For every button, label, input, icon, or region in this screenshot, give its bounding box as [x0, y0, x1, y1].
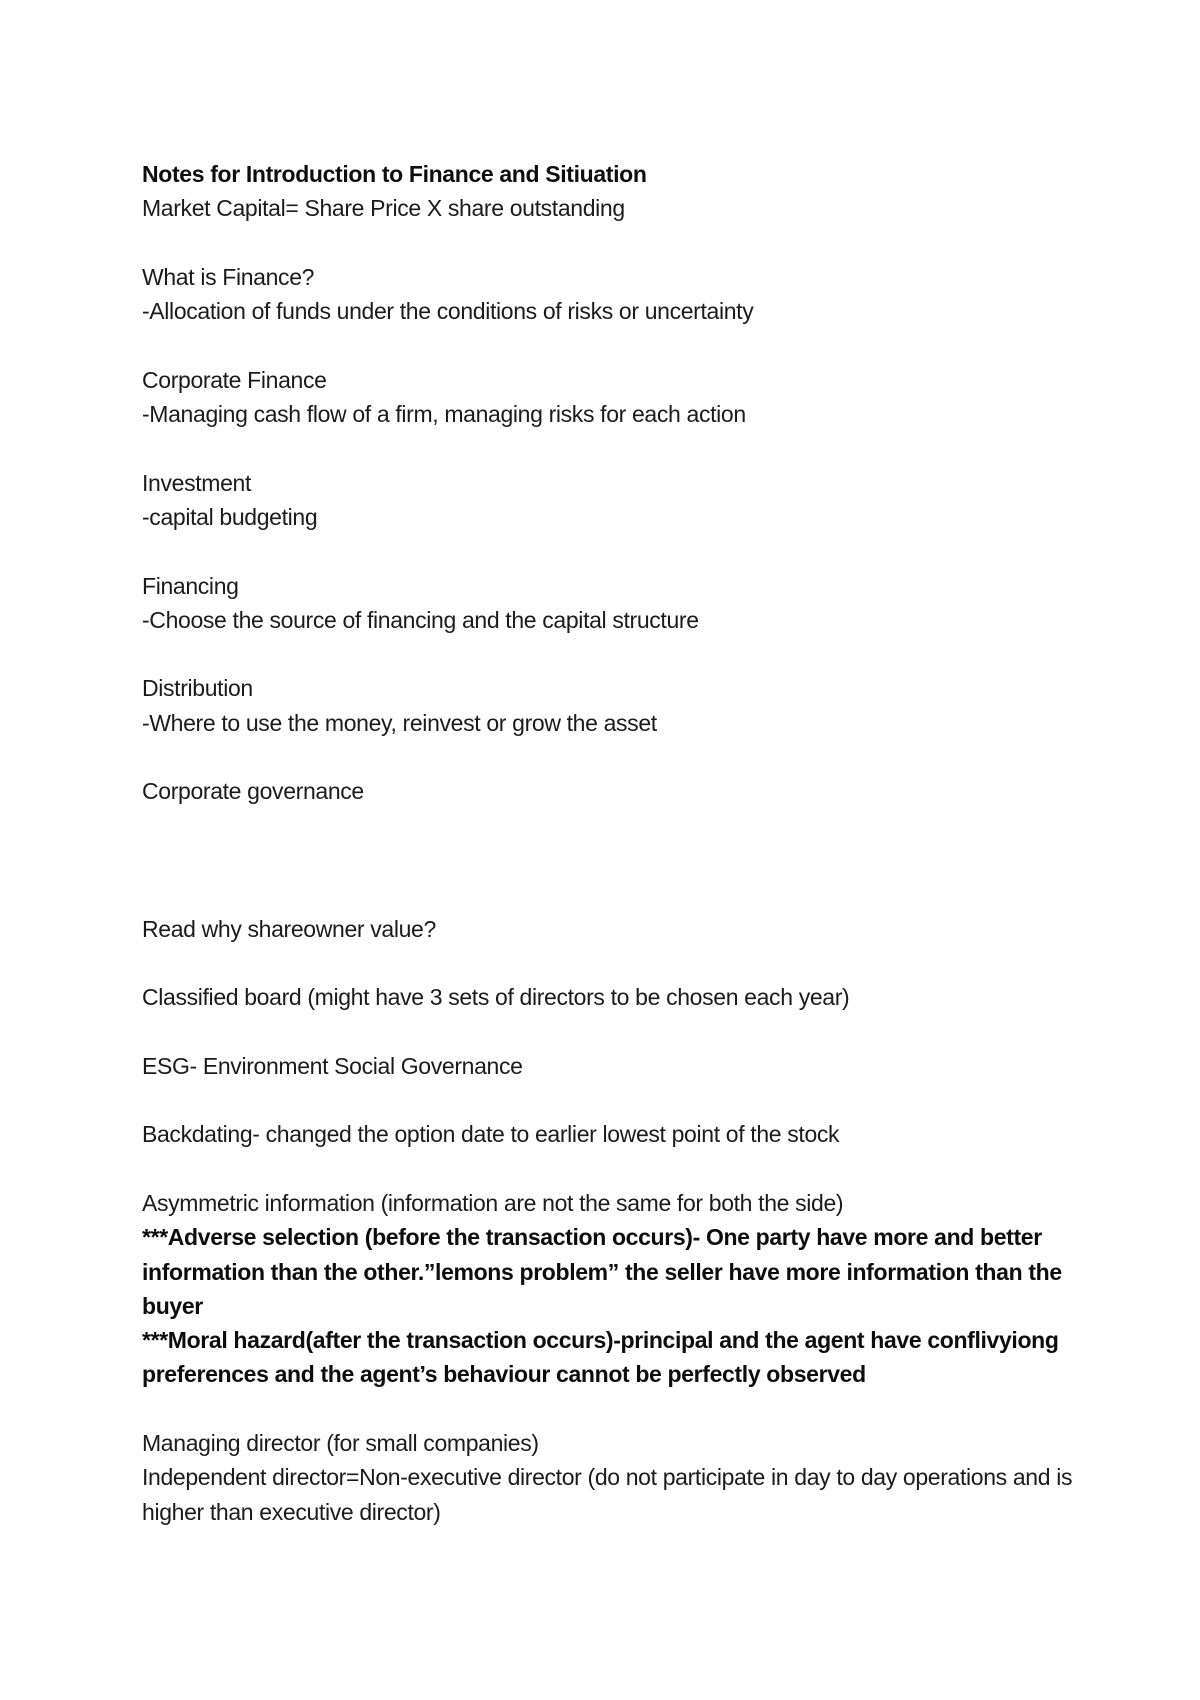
investment-text: -capital budgeting	[142, 503, 318, 530]
asymmetric-information-heading: Asymmetric information (information are not the same for both the side)	[142, 1189, 844, 1216]
document-title: Notes for Introduction to Finance and Sitiuation	[142, 161, 647, 187]
classified-board-note: Classified board (might have 3 sets of directors to be chosen each year)	[142, 984, 850, 1011]
financing-heading: Financing	[142, 572, 239, 599]
distribution-heading: Distribution	[142, 675, 253, 702]
moral-hazard-note: ***Moral hazard(after the transaction occurs)-principal and the agent have conflivyiong preferences and the agent’s behaviour cannot be perfectly observed	[142, 1327, 1059, 1388]
read-why-note: Read why shareowner value?	[142, 915, 436, 942]
investment-heading: Investment	[142, 469, 251, 496]
adverse-selection-note: ***Adverse selection (before the transaction occurs)- One party have more and better information than the other.”lemons problem” the seller have more information than the buyer	[142, 1224, 1062, 1319]
corporate-governance-heading: Corporate governance	[142, 778, 364, 805]
market-capital-formula: Market Capital= Share Price X share outstanding	[142, 195, 625, 222]
corporate-finance-text: -Managing cash flow of a firm, managing risks for each action	[142, 401, 746, 428]
esg-note: ESG- Environment Social Governance	[142, 1052, 523, 1079]
what-is-finance-heading: What is Finance?	[142, 263, 315, 290]
managing-director-note: Managing director (for small companies)	[142, 1429, 539, 1456]
backdating-note: Backdating- changed the option date to earlier lowest point of the stock	[142, 1121, 840, 1148]
document-page	[142, 157, 1102, 1529]
financing-text: -Choose the source of financing and the capital structure	[142, 606, 699, 633]
distribution-text: -Where to use the money, reinvest or grow the asset	[142, 709, 657, 736]
independent-director-note: Independent director=Non-executive director (do not participate in day to day operations and is higher than executive director)	[142, 1464, 1073, 1525]
what-is-finance-text: -Allocation of funds under the conditions of risks or uncertainty	[142, 298, 754, 325]
corporate-finance-heading: Corporate Finance	[142, 366, 327, 393]
